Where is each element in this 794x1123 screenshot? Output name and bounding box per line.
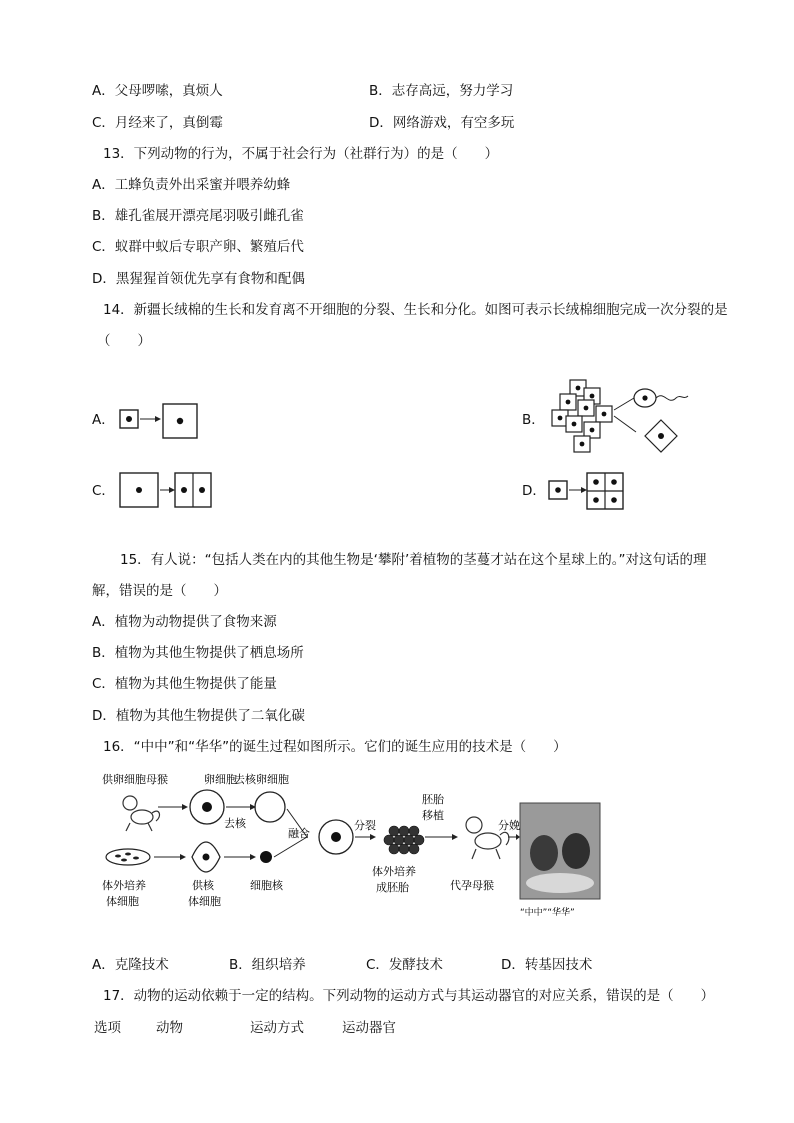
q14-stem-paren: （ ）: [97, 333, 151, 349]
q13-stem: 13．下列动物的行为，不属于社会行为（社群行为）的是（ ）: [103, 146, 499, 162]
q14-label-d: D．: [522, 483, 546, 499]
fig-egg-cell: 卵细胞: [204, 773, 237, 786]
fig-donor-somatic: 体细胞: [188, 895, 221, 908]
q14-figure-a: [115, 400, 225, 440]
q16-cloning-diagram: [100, 765, 610, 925]
q17-header-motion: 运动方式: [250, 1020, 304, 1036]
q14-figure-c: [115, 470, 225, 510]
q15-stem: 15．有人说：“包括人类在内的其他生物是‘攀附’着植物的茎蔓才站在这个星球上的。”对这句话的理: [120, 552, 707, 568]
q14-stem: 14．新疆长绒棉的生长和发育离不开细胞的分裂、生长和分化。如图可表示长绒棉细胞完成一次分裂的是: [103, 302, 728, 318]
monkey-icon: [123, 796, 159, 831]
q12-option-c: C．月经来了，真倒霉: [92, 115, 223, 131]
fig-embryo-transfer-2: 移植: [422, 809, 444, 822]
fig-embryo-form: 成胚胎: [376, 881, 409, 894]
fig-embryo-culture: 体外培养: [372, 865, 416, 878]
q17-header-animal: 动物: [156, 1020, 183, 1036]
fig-donor-egg-monkey: 供卵细胞母猴: [102, 773, 168, 786]
fig-remove-nucleus: 去核: [224, 817, 246, 830]
q15-option-b: B．植物为其他生物提供了栖息场所: [92, 645, 304, 661]
q14-label-b: B．: [522, 412, 545, 428]
q12-option-a: A．父母啰嗦，真烦人: [92, 83, 223, 99]
fig-surrogate: 代孕母猴: [450, 879, 494, 892]
q13-option-a: A．工蜂负责外出采蜜并喂养幼蜂: [92, 177, 291, 193]
q16-option-b: B．组织培养: [229, 957, 306, 973]
q17-header-option: 选项: [94, 1020, 121, 1036]
q17-header-organ: 运动器官: [342, 1020, 396, 1036]
fig-embryo-transfer-1: 胚胎: [422, 793, 444, 806]
q16-stem: 16．“中中”和“华华”的诞生过程如图所示。它们的诞生应用的技术是（ ）: [103, 739, 567, 755]
q15-option-a: A．植物为动物提供了食物来源: [92, 614, 277, 630]
q16-option-a: A．克隆技术: [92, 957, 169, 973]
q14-figure-d: [545, 470, 635, 514]
fig-division: 分裂: [354, 819, 376, 832]
fig-culture: 体外培养: [102, 879, 146, 892]
embryo-icon: [384, 826, 424, 854]
fig-nucleus: 细胞核: [250, 879, 283, 892]
q13-option-d: D．黑猩猩首领优先享有食物和配偶: [92, 271, 305, 287]
fig-enucleated-egg: 去核卵细胞: [234, 773, 289, 786]
fig-birth: 分娩: [498, 819, 520, 832]
fig-somatic-cell: 体细胞: [106, 895, 139, 908]
q12-option-b: B．志存高远，努力学习: [369, 83, 514, 99]
q12-option-d: D．网络游戏，有空多玩: [369, 115, 515, 131]
q14-label-c: C．: [92, 483, 115, 499]
q13-option-b: B．雄孔雀展开漂亮尾羽吸引雌孔雀: [92, 208, 304, 224]
q16-option-d: D．转基因技术: [501, 957, 593, 973]
fig-donor-nucleus: 供核: [192, 879, 214, 892]
q15-option-d: D．植物为其他生物提供了二氧化碳: [92, 708, 305, 724]
fig-fusion: 融合: [288, 827, 310, 840]
q16-option-c: C．发酵技术: [366, 957, 443, 973]
fig-names: “中中”“华华”: [520, 908, 575, 918]
q15-stem-cont: 解，错误的是（ ）: [92, 583, 227, 599]
petri-dish-icon: [106, 849, 150, 865]
q17-stem: 17．动物的运动依赖于一定的结构。下列动物的运动方式与其运动器官的对应关系，错误的是（ ）: [103, 988, 715, 1004]
q14-label-a: A．: [92, 412, 115, 428]
q15-option-c: C．植物为其他生物提供了能量: [92, 676, 277, 692]
q14-figure-b: [544, 376, 694, 460]
q13-option-c: C．蚁群中蚁后专职产卵、繁殖后代: [92, 239, 304, 255]
